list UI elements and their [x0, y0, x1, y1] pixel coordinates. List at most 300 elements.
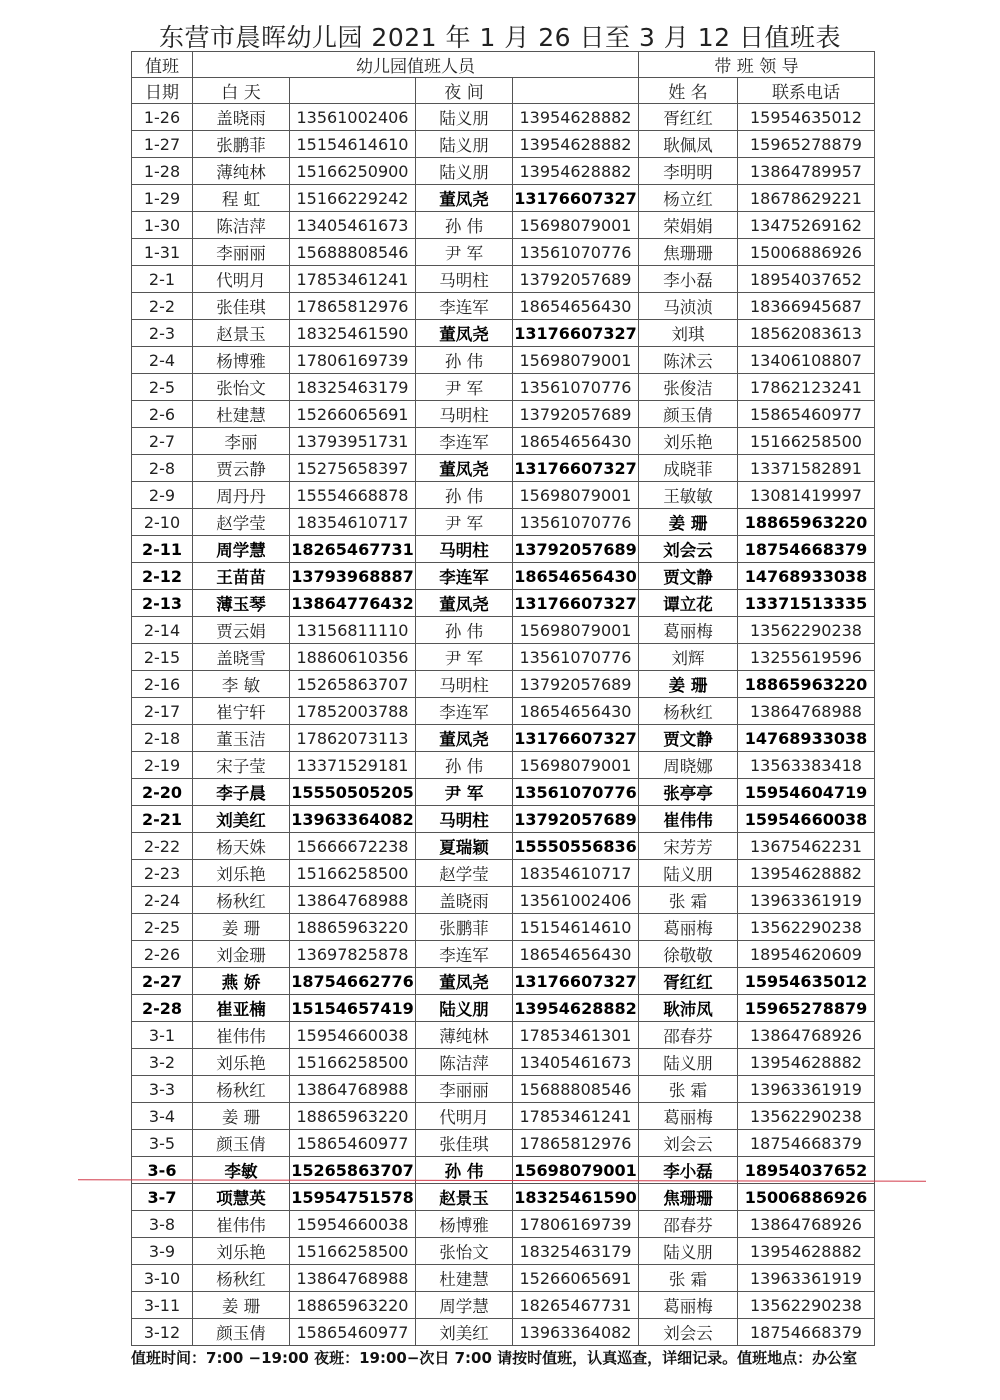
table-row — [132, 887, 875, 914]
cell-day: 项慧英 — [193, 1184, 290, 1211]
cell-night: 杨博雅 — [416, 1211, 513, 1238]
cell-day-phone: 18325461590 — [290, 320, 416, 347]
cell-day-phone: 15154614610 — [290, 131, 416, 158]
cell-date: 3-12 — [132, 1319, 193, 1346]
cell-leader: 李小磊 — [639, 266, 738, 293]
cell-day-phone: 17853461241 — [290, 266, 416, 293]
cell-night: 夏瑞颖 — [416, 833, 513, 860]
cell-leader-phone: 15865460977 — [738, 401, 875, 428]
cell-night-phone: 15698079001 — [513, 212, 639, 239]
cell-date: 2-6 — [132, 401, 193, 428]
cell-leader: 张 霜 — [639, 887, 738, 914]
cell-date: 3-1 — [132, 1022, 193, 1049]
cell-leader: 陈沭云 — [639, 347, 738, 374]
cell-night: 李连军 — [416, 428, 513, 455]
table-row — [132, 563, 875, 590]
cell-day: 赵景玉 — [193, 320, 290, 347]
cell-day-phone: 18265467731 — [290, 536, 416, 563]
cell-day-phone: 13963364082 — [290, 806, 416, 833]
cell-leader: 姜 珊 — [639, 671, 738, 698]
cell-leader: 姜 珊 — [639, 509, 738, 536]
cell-day: 赵学莹 — [193, 509, 290, 536]
cell-day: 盖晓雨 — [193, 104, 290, 131]
table-row — [132, 698, 875, 725]
cell-leader: 颜玉倩 — [639, 401, 738, 428]
cell-leader-phone: 13562290238 — [738, 1292, 875, 1319]
cell-day: 周学慧 — [193, 536, 290, 563]
cell-leader-phone: 18678629221 — [738, 185, 875, 212]
cell-leader: 耿佩凤 — [639, 131, 738, 158]
table-row — [132, 1265, 875, 1292]
cell-night-phone: 13176607327 — [513, 968, 639, 995]
cell-leader-phone: 18562083613 — [738, 320, 875, 347]
cell-leader-phone: 18865963220 — [738, 509, 875, 536]
cell-night: 杜建慧 — [416, 1265, 513, 1292]
cell-leader: 李明明 — [639, 158, 738, 185]
cell-leader: 杨秋红 — [639, 698, 738, 725]
cell-day: 崔宁轩 — [193, 698, 290, 725]
cell-day: 崔亚楠 — [193, 995, 290, 1022]
cell-leader-phone: 15954635012 — [738, 104, 875, 131]
cell-day-phone: 15166258500 — [290, 1049, 416, 1076]
cell-day: 刘乐艳 — [193, 1238, 290, 1265]
cell-day: 刘美红 — [193, 806, 290, 833]
cell-date: 2-14 — [132, 617, 193, 644]
cell-night-phone: 18654656430 — [513, 563, 639, 590]
cell-leader: 荣娟娟 — [639, 212, 738, 239]
cell-day-phone: 13561002406 — [290, 104, 416, 131]
cell-day-phone: 15154657419 — [290, 995, 416, 1022]
cell-day-phone: 13864776432 — [290, 590, 416, 617]
cell-night: 孙 伟 — [416, 347, 513, 374]
cell-leader-phone: 14768933038 — [738, 725, 875, 752]
cell-day: 张怡文 — [193, 374, 290, 401]
cell-day-phone: 15688808546 — [290, 239, 416, 266]
cell-date: 2-22 — [132, 833, 193, 860]
cell-night-phone: 18265467731 — [513, 1292, 639, 1319]
cell-night-phone: 17865812976 — [513, 1130, 639, 1157]
cell-night: 马明柱 — [416, 266, 513, 293]
cell-leader: 陆义朋 — [639, 1049, 738, 1076]
cell-day-phone: 18354610717 — [290, 509, 416, 536]
cell-leader: 贾文静 — [639, 725, 738, 752]
table-row — [132, 401, 875, 428]
cell-leader-phone: 13371513335 — [738, 590, 875, 617]
cell-leader: 葛丽梅 — [639, 1292, 738, 1319]
cell-date: 2-11 — [132, 536, 193, 563]
table-row — [132, 1049, 875, 1076]
cell-day: 崔伟伟 — [193, 1022, 290, 1049]
cell-day-phone: 13864768988 — [290, 1076, 416, 1103]
cell-night: 赵景玉 — [416, 1184, 513, 1211]
cell-day-phone: 15166258500 — [290, 860, 416, 887]
cell-day-phone: 15954660038 — [290, 1211, 416, 1238]
cell-day: 刘金珊 — [193, 941, 290, 968]
cell-leader: 葛丽梅 — [639, 617, 738, 644]
cell-leader-phone: 13371582891 — [738, 455, 875, 482]
cell-night: 陈洁萍 — [416, 1049, 513, 1076]
cell-leader-phone: 15954604719 — [738, 779, 875, 806]
table-row — [132, 644, 875, 671]
header-night-phone — [513, 78, 639, 104]
cell-night: 李连军 — [416, 941, 513, 968]
cell-day-phone: 18860610356 — [290, 644, 416, 671]
cell-date: 3-4 — [132, 1103, 193, 1130]
cell-date: 3-11 — [132, 1292, 193, 1319]
cell-leader: 张 霜 — [639, 1265, 738, 1292]
cell-night: 尹 军 — [416, 644, 513, 671]
header-duty: 值班 — [132, 52, 193, 78]
cell-day: 宋子莹 — [193, 752, 290, 779]
cell-day-phone: 18865963220 — [290, 1103, 416, 1130]
cell-day: 盖晓雪 — [193, 644, 290, 671]
cell-leader-phone: 18754668379 — [738, 1319, 875, 1346]
cell-leader-phone: 15166258500 — [738, 428, 875, 455]
cell-leader-phone: 13954628882 — [738, 1049, 875, 1076]
cell-leader-phone: 13954628882 — [738, 1238, 875, 1265]
cell-day: 杨天姝 — [193, 833, 290, 860]
cell-night-phone: 15698079001 — [513, 482, 639, 509]
cell-day-phone: 13156811110 — [290, 617, 416, 644]
table-row — [132, 860, 875, 887]
cell-day: 李丽 — [193, 428, 290, 455]
cell-night-phone: 13561070776 — [513, 644, 639, 671]
cell-date: 2-15 — [132, 644, 193, 671]
cell-night-phone: 17853461301 — [513, 1022, 639, 1049]
cell-date: 1-27 — [132, 131, 193, 158]
table-row — [132, 1319, 875, 1346]
cell-day-phone: 15865460977 — [290, 1130, 416, 1157]
cell-day: 周丹丹 — [193, 482, 290, 509]
cell-day: 代明月 — [193, 266, 290, 293]
header-day: 白 天 — [193, 78, 290, 104]
cell-date: 1-30 — [132, 212, 193, 239]
cell-date: 2-20 — [132, 779, 193, 806]
table-row — [132, 968, 875, 995]
page-title: 东营市晨晖幼儿园 2021 年 1 月 26 日至 3 月 12 日值班表 — [158, 23, 842, 52]
cell-leader: 刘乐艳 — [639, 428, 738, 455]
table-row — [132, 185, 875, 212]
cell-leader-phone: 18366945687 — [738, 293, 875, 320]
cell-date: 2-1 — [132, 266, 193, 293]
table-row — [132, 590, 875, 617]
cell-leader-phone: 13562290238 — [738, 914, 875, 941]
cell-day-phone: 15265863707 — [290, 1157, 416, 1184]
cell-date: 2-17 — [132, 698, 193, 725]
cell-date: 1-26 — [132, 104, 193, 131]
cell-night: 董凤尧 — [416, 590, 513, 617]
cell-leader-phone: 15954660038 — [738, 806, 875, 833]
cell-night-phone: 15266065691 — [513, 1265, 639, 1292]
cell-night-phone: 13561070776 — [513, 374, 639, 401]
table-row — [132, 509, 875, 536]
cell-date: 2-19 — [132, 752, 193, 779]
cell-night: 赵学莹 — [416, 860, 513, 887]
cell-night: 薄纯林 — [416, 1022, 513, 1049]
cell-date: 2-3 — [132, 320, 193, 347]
cell-date: 3-7 — [132, 1184, 193, 1211]
cell-day: 刘乐艳 — [193, 1049, 290, 1076]
table-row — [132, 1103, 875, 1130]
cell-night: 马明柱 — [416, 401, 513, 428]
table-row — [132, 239, 875, 266]
cell-leader-phone: 13675462231 — [738, 833, 875, 860]
cell-leader: 刘会云 — [639, 536, 738, 563]
cell-leader: 刘会云 — [639, 1319, 738, 1346]
cell-leader-phone: 13954628882 — [738, 860, 875, 887]
cell-date: 3-8 — [132, 1211, 193, 1238]
cell-day-phone: 13793951731 — [290, 428, 416, 455]
cell-day: 杜建慧 — [193, 401, 290, 428]
cell-night-phone: 18654656430 — [513, 293, 639, 320]
cell-night: 马明柱 — [416, 671, 513, 698]
cell-date: 2-25 — [132, 914, 193, 941]
cell-leader-phone: 13406108807 — [738, 347, 875, 374]
cell-day-phone: 15550505205 — [290, 779, 416, 806]
cell-leader-phone: 15965278879 — [738, 131, 875, 158]
cell-leader: 张亭亭 — [639, 779, 738, 806]
cell-night: 孙 伟 — [416, 617, 513, 644]
table-row — [132, 482, 875, 509]
cell-day: 姜 珊 — [193, 914, 290, 941]
cell-day-phone: 13371529181 — [290, 752, 416, 779]
cell-leader-phone: 13963361919 — [738, 887, 875, 914]
cell-leader: 李小磊 — [639, 1157, 738, 1184]
cell-night-phone: 18354610717 — [513, 860, 639, 887]
cell-night-phone: 13561070776 — [513, 509, 639, 536]
table-row — [132, 617, 875, 644]
cell-day-phone: 15166250900 — [290, 158, 416, 185]
cell-leader: 马浈浈 — [639, 293, 738, 320]
cell-night-phone: 13792057689 — [513, 401, 639, 428]
table-row — [132, 995, 875, 1022]
cell-day: 张佳琪 — [193, 293, 290, 320]
cell-leader-phone: 13475269162 — [738, 212, 875, 239]
cell-date: 2-27 — [132, 968, 193, 995]
cell-day-phone: 15954751578 — [290, 1184, 416, 1211]
cell-night-phone: 18325463179 — [513, 1238, 639, 1265]
cell-leader: 徐敬敬 — [639, 941, 738, 968]
cell-date: 1-28 — [132, 158, 193, 185]
cell-date: 3-3 — [132, 1076, 193, 1103]
cell-leader-phone: 13562290238 — [738, 1103, 875, 1130]
cell-day-phone: 13864768988 — [290, 887, 416, 914]
cell-leader-phone: 13864768988 — [738, 698, 875, 725]
cell-date: 2-18 — [132, 725, 193, 752]
cell-date: 2-8 — [132, 455, 193, 482]
cell-night: 代明月 — [416, 1103, 513, 1130]
cell-date: 2-28 — [132, 995, 193, 1022]
table-row — [132, 1022, 875, 1049]
table-row — [132, 941, 875, 968]
table-row — [132, 374, 875, 401]
cell-leader: 葛丽梅 — [639, 1103, 738, 1130]
table-row — [132, 1076, 875, 1103]
table-body — [132, 104, 875, 1346]
cell-date: 2-9 — [132, 482, 193, 509]
cell-day-phone: 17852003788 — [290, 698, 416, 725]
cell-leader: 邵春芬 — [639, 1211, 738, 1238]
header-date: 日期 — [132, 78, 193, 104]
table-row — [132, 428, 875, 455]
cell-leader: 杨立红 — [639, 185, 738, 212]
cell-night-phone: 13954628882 — [513, 158, 639, 185]
table-row — [132, 1184, 875, 1211]
cell-day: 李 敏 — [193, 671, 290, 698]
cell-leader-phone: 18954620609 — [738, 941, 875, 968]
cell-date: 3-5 — [132, 1130, 193, 1157]
header-leader-phone: 联系电话 — [738, 78, 875, 104]
cell-day-phone: 17862073113 — [290, 725, 416, 752]
cell-date: 3-6 — [132, 1157, 193, 1184]
cell-day-phone: 18865963220 — [290, 914, 416, 941]
cell-night-phone: 13792057689 — [513, 536, 639, 563]
cell-day-phone: 15954660038 — [290, 1022, 416, 1049]
cell-night: 刘美红 — [416, 1319, 513, 1346]
cell-night-phone: 13176607327 — [513, 320, 639, 347]
cell-night-phone: 13792057689 — [513, 266, 639, 293]
cell-day: 李子晨 — [193, 779, 290, 806]
cell-night-phone: 15688808546 — [513, 1076, 639, 1103]
cell-day: 姜 珊 — [193, 1103, 290, 1130]
header-leader-group: 带 班 领 导 — [639, 52, 875, 78]
cell-date: 2-7 — [132, 428, 193, 455]
cell-night-phone: 15550556836 — [513, 833, 639, 860]
cell-day: 李丽丽 — [193, 239, 290, 266]
cell-day-phone: 13697825878 — [290, 941, 416, 968]
header-night: 夜 间 — [416, 78, 513, 104]
cell-date: 1-31 — [132, 239, 193, 266]
cell-leader-phone: 13864768926 — [738, 1211, 875, 1238]
cell-night: 董凤尧 — [416, 725, 513, 752]
cell-day: 李敏 — [193, 1157, 290, 1184]
cell-day-phone: 18865963220 — [290, 1292, 416, 1319]
cell-leader: 陆义朋 — [639, 1238, 738, 1265]
cell-night: 陆义朋 — [416, 995, 513, 1022]
cell-night: 陆义朋 — [416, 104, 513, 131]
cell-date: 3-2 — [132, 1049, 193, 1076]
footer-note: 值班时间：7:00 −19:00 夜班：19:00−次日 7:00 请按时值班，认真巡查，详细记录。值班地点：办公室 — [131, 1349, 858, 1367]
cell-night-phone: 13405461673 — [513, 1049, 639, 1076]
cell-night-phone: 18325461590 — [513, 1184, 639, 1211]
cell-day: 贾云娟 — [193, 617, 290, 644]
table-row — [132, 347, 875, 374]
table-row — [132, 779, 875, 806]
cell-day: 王苗苗 — [193, 563, 290, 590]
cell-leader: 成晓菲 — [639, 455, 738, 482]
cell-day-phone: 15865460977 — [290, 1319, 416, 1346]
table-row — [132, 1238, 875, 1265]
cell-day: 薄纯林 — [193, 158, 290, 185]
cell-night-phone: 13561002406 — [513, 887, 639, 914]
cell-night: 孙 伟 — [416, 212, 513, 239]
table-row — [132, 104, 875, 131]
cell-leader-phone: 13864768926 — [738, 1022, 875, 1049]
table-row — [132, 671, 875, 698]
cell-night: 董凤尧 — [416, 320, 513, 347]
table-row — [132, 131, 875, 158]
cell-leader: 崔伟伟 — [639, 806, 738, 833]
cell-leader: 刘辉 — [639, 644, 738, 671]
cell-leader: 胥红红 — [639, 968, 738, 995]
table-row — [132, 1292, 875, 1319]
table-row — [132, 833, 875, 860]
cell-night-phone: 13954628882 — [513, 995, 639, 1022]
cell-date: 2-23 — [132, 860, 193, 887]
cell-leader-phone: 13864789957 — [738, 158, 875, 185]
cell-leader-phone: 13963361919 — [738, 1076, 875, 1103]
cell-night: 马明柱 — [416, 536, 513, 563]
cell-night: 张怡文 — [416, 1238, 513, 1265]
cell-night-phone: 13792057689 — [513, 671, 639, 698]
table-row — [132, 320, 875, 347]
cell-leader-phone: 17862123241 — [738, 374, 875, 401]
cell-night: 尹 军 — [416, 779, 513, 806]
cell-night: 李丽丽 — [416, 1076, 513, 1103]
cell-day-phone: 15265863707 — [290, 671, 416, 698]
cell-date: 3-10 — [132, 1265, 193, 1292]
cell-day-phone: 15166229242 — [290, 185, 416, 212]
table-row — [132, 806, 875, 833]
cell-day: 颜玉倩 — [193, 1130, 290, 1157]
table-row — [132, 536, 875, 563]
cell-night-phone: 13792057689 — [513, 806, 639, 833]
table-row — [132, 212, 875, 239]
cell-night: 董凤尧 — [416, 968, 513, 995]
cell-night: 李连军 — [416, 563, 513, 590]
cell-night-phone: 13176607327 — [513, 185, 639, 212]
cell-leader-phone: 18954037652 — [738, 266, 875, 293]
cell-leader: 胥红红 — [639, 104, 738, 131]
cell-night-phone: 13561070776 — [513, 239, 639, 266]
cell-leader-phone: 18754668379 — [738, 536, 875, 563]
header-staff-group: 幼儿园值班人员 — [193, 52, 639, 78]
cell-leader-phone: 13562290238 — [738, 617, 875, 644]
cell-night-phone: 13954628882 — [513, 131, 639, 158]
cell-leader: 刘会云 — [639, 1130, 738, 1157]
cell-leader: 王敏敏 — [639, 482, 738, 509]
cell-day-phone: 15666672238 — [290, 833, 416, 860]
cell-leader: 刘琪 — [639, 320, 738, 347]
cell-leader: 葛丽梅 — [639, 914, 738, 941]
table-row — [132, 293, 875, 320]
cell-day-phone: 17865812976 — [290, 293, 416, 320]
header-leader-name: 姓 名 — [639, 78, 738, 104]
cell-night: 李连军 — [416, 293, 513, 320]
cell-leader: 焦珊珊 — [639, 1184, 738, 1211]
cell-day: 薄玉琴 — [193, 590, 290, 617]
cell-date: 2-26 — [132, 941, 193, 968]
cell-night-phone: 18654656430 — [513, 428, 639, 455]
cell-day: 张鹏菲 — [193, 131, 290, 158]
cell-night-phone: 13176607327 — [513, 725, 639, 752]
cell-leader-phone: 18954037652 — [738, 1157, 875, 1184]
cell-night: 陆义朋 — [416, 131, 513, 158]
cell-day: 姜 珊 — [193, 1292, 290, 1319]
cell-night-phone: 15698079001 — [513, 1157, 639, 1184]
cell-leader: 陆义朋 — [639, 860, 738, 887]
cell-leader: 张俊洁 — [639, 374, 738, 401]
cell-leader-phone: 13963361919 — [738, 1265, 875, 1292]
cell-night: 孙 伟 — [416, 1157, 513, 1184]
cell-night-phone: 13963364082 — [513, 1319, 639, 1346]
cell-leader: 耿沛凤 — [639, 995, 738, 1022]
cell-leader-phone: 13255619596 — [738, 644, 875, 671]
cell-day: 颜玉倩 — [193, 1319, 290, 1346]
cell-night-phone: 18654656430 — [513, 698, 639, 725]
cell-leader-phone: 15954635012 — [738, 968, 875, 995]
cell-night: 尹 军 — [416, 509, 513, 536]
